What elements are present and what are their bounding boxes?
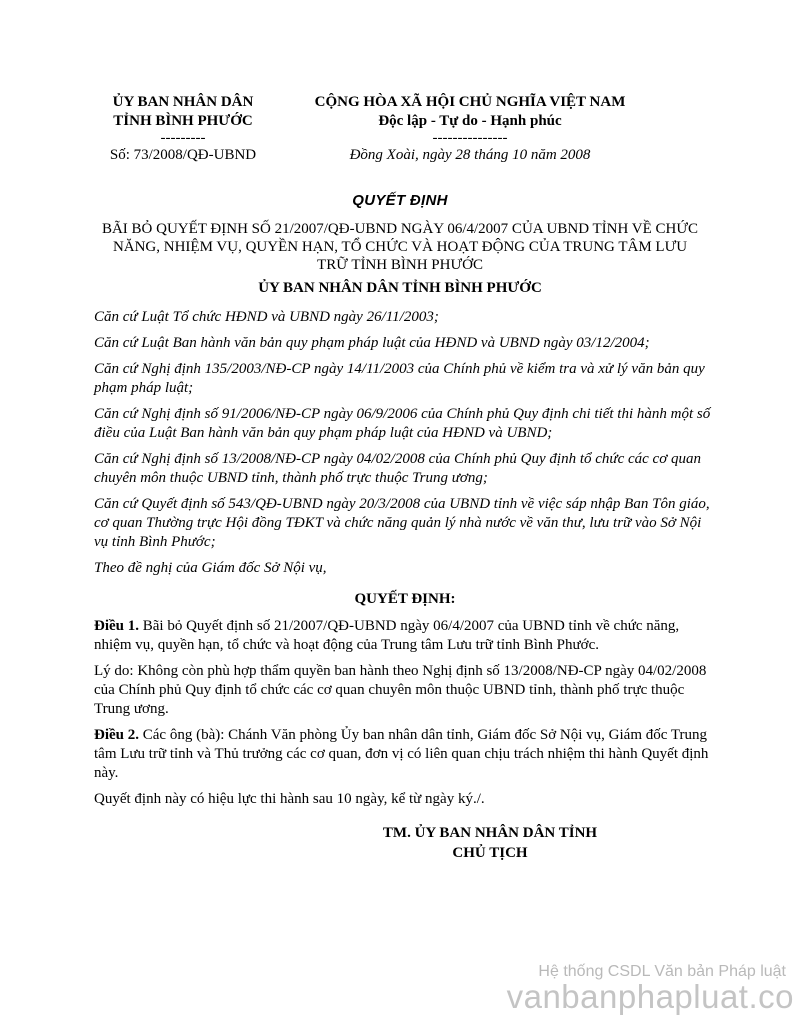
signature-line-2: CHỦ TỊCH: [452, 845, 528, 861]
authority-line-1: ỦY BAN NHÂN DÂN: [112, 94, 254, 110]
legal-basis-2: Căn cứ Luật Ban hành văn bản quy phạm pháp luật của HĐND và UBND ngày 03/12/2004;: [94, 335, 650, 351]
motto-separator: ---------------: [432, 130, 508, 146]
issuing-authority-block: [88, 93, 278, 165]
document-type-title: QUYẾT ĐỊNH: [352, 192, 448, 209]
legal-basis-4: Căn cứ Nghị định số 91/2006/NĐ-CP ngày 06/9/2006 của Chính phủ Quy định chi tiết thi hành một số điều của Luật Ban hành văn bản quy phạm pháp luật của HĐND và UBND;: [94, 406, 711, 441]
nation-title: CỘNG HÒA XÃ HỘI CHỦ NGHĨA VIỆT NAM: [314, 94, 626, 110]
article-2-label: Điều 2.: [94, 727, 139, 743]
watermark-site-logo: vanbanphapluat.co: [506, 978, 794, 1015]
issuer-heading: ỦY BAN NHÂN DÂN TỈNH BÌNH PHƯỚC: [258, 280, 542, 296]
article-2-text: Các ông (bà): Chánh Văn phòng Ủy ban nhân dân tỉnh, Giám đốc Sở Nội vụ, Giám đốc Trung tâm Lưu trữ tỉnh và Thủ trưởng các cơ quan, đơn vị có liên quan chịu trách nhiệm thi hành Quyết định này.: [94, 727, 709, 781]
document-number: Số: 73/2008/QĐ-UBND: [109, 147, 257, 163]
legal-basis-5: Căn cứ Nghị định số 13/2008/NĐ-CP ngày 04/02/2008 của Chính phủ Quy định tổ chức các cơ quan chuyên môn thuộc UBND tỉnh, thành phố trực thuộc Trung ương;: [94, 451, 701, 486]
effect-paragraph: Quyết định này có hiệu lực thi hành sau 10 ngày, kể từ ngày ký./.: [94, 791, 485, 807]
national-header-block: [280, 93, 660, 165]
proposal-line: Theo đề nghị của Giám đốc Sở Nội vụ,: [94, 560, 327, 576]
legal-basis-1: Căn cứ Luật Tổ chức HĐND và UBND ngày 26/11/2003;: [94, 309, 439, 325]
document-subject: BÃI BỎ QUYẾT ĐỊNH SỐ 21/2007/QĐ-UBND NGÀY 06/4/2007 CỦA UBND TỈNH VỀ CHỨC NĂNG, NHIỆM VỤ, QUYỀN HẠN, TỔ CHỨC VÀ HOẠT ĐỘNG CỦA TRUNG TÂM LƯU TRỮ TỈNH BÌNH PHƯỚC: [101, 221, 699, 273]
article-1-label: Điều 1.: [94, 618, 139, 634]
legal-basis-6: Căn cứ Quyết định số 543/QĐ-UBND ngày 20/3/2008 của UBND tỉnh về việc sáp nhập Ban Tôn giáo, cơ quan Thường trực Hội đồng TĐKT và chức năng quản lý nhà nước về văn thư, lưu trữ vào Sở Nội vụ tỉnh Bình Phước;: [94, 496, 710, 550]
article-1-text: Bãi bỏ Quyết định số 21/2007/QĐ-UBND ngày 06/4/2007 của UBND tỉnh về chức năng, nhiệm vụ, quyền hạn, tổ chức và hoạt động của Trung tâm Lưu trữ tỉnh Bình Phước.: [94, 618, 680, 653]
legal-basis-3: Căn cứ Nghị định 135/2003/NĐ-CP ngày 14/11/2003 của Chính phủ về kiểm tra và xử lý văn bản quy phạm pháp luật;: [94, 361, 705, 396]
document-body: [94, 308, 716, 816]
decision-heading: QUYẾT ĐỊNH:: [354, 591, 456, 607]
national-motto: Độc lập - Tự do - Hạnh phúc: [378, 113, 562, 129]
reason-paragraph: Lý do: Không còn phù hợp thẩm quyền ban hành theo Nghị định số 13/2008/NĐ-CP ngày 04/02/2008 của Chính phủ Quy định tổ chức các cơ quan chuyên môn thuộc UBND tỉnh, thành phố trực thuộc Trung ương.: [94, 663, 707, 717]
authority-separator: ---------: [160, 130, 206, 146]
place-date: Đồng Xoài, ngày 28 tháng 10 năm 2008: [349, 147, 591, 163]
article-2: [94, 726, 716, 783]
watermark-caption: Hệ thống CSDL Văn bản Pháp luật: [538, 963, 786, 980]
authority-line-2: TỈNH BÌNH PHƯỚC: [113, 113, 253, 129]
signature-line-1: TM. ỦY BAN NHÂN DÂN TỈNH: [382, 825, 598, 841]
article-1: [94, 617, 716, 655]
signature-block: [330, 823, 650, 863]
